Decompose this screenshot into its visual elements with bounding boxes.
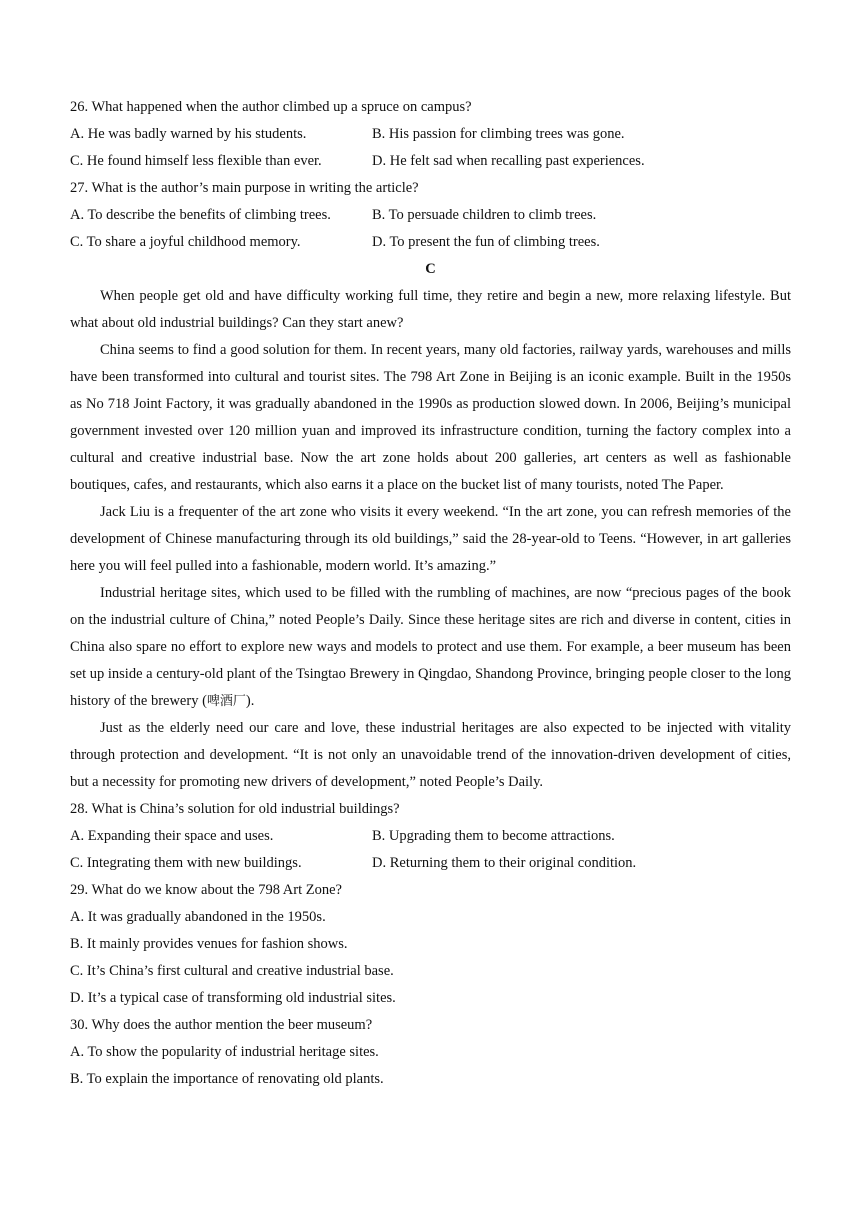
passage-paragraph-2: China seems to find a good solution for them. In recent years, many old factories, railway yards, warehouses and mills have been transformed into cultural and tourist sites. The 798 Art Zone in Beijing is an iconic example. Built in the 1950s as No 718 Joint Factory, it was gradually abandoned in the 1990s as production slowed down. In 2006, Beijing’s municipal government invested over 120 million yuan and improved its infrastructure condition, turning the factory complex into a cultural and creative industrial base. Now the art zone holds about 200 galleries, art centers as well as fashionable boutiques, cafes, and restaurants, which also earns it a place on the bucket list of many tourists, noted The Paper. — [70, 342, 791, 493]
question-29-option-b: B. It mainly provides venues for fashion shows. — [70, 936, 348, 952]
question-26-option-c: C. He found himself less flexible than ever. — [70, 153, 322, 169]
question-27-option-d: D. To present the fun of climbing trees. — [372, 234, 600, 250]
passage-paragraph-4-text: Industrial heritage sites, which used to be filled with the rumbling of machines, are now “precious pages of the book on the industrial culture of China,” noted People’s Daily. Since these heritage sites are rich and diverse in content, cities in China also spare no effort to explore new ways and models to protect and use them. For example, a beer museum has been set up inside a century-old plant of the Tsingtao Brewery in Qingdao, Shandong Province, bringing people closer to the long history of the brewery ( — [70, 585, 791, 709]
chinese-gloss-brewery: 啤酒厂 — [206, 694, 246, 709]
question-28-stem: 28. What is China’s solution for old industrial buildings? — [70, 801, 400, 817]
question-27-option-a: A. To describe the benefits of climbing trees. — [70, 207, 331, 223]
question-27-options-row-2 — [70, 229, 791, 256]
passage-paragraph-3: Jack Liu is a frequenter of the art zone who visits it every weekend. “In the art zone, you can refresh memories of the development of Chinese manufacturing through its old buildings,” said the 28-year-old to Teens. “However, in art galleries here you will feel pulled into a fashionable, modern world. It’s amazing.” — [70, 504, 791, 574]
question-27-option-c: C. To share a joyful childhood memory. — [70, 234, 301, 250]
passage-paragraph-4 — [70, 580, 791, 715]
section-c-title: C — [425, 261, 436, 277]
question-26-option-d: D. He felt sad when recalling past experiences. — [372, 153, 645, 169]
question-30-option-b: B. To explain the importance of renovating old plants. — [70, 1071, 384, 1087]
question-28-options-row-1 — [70, 823, 791, 850]
question-29-stem: 29. What do we know about the 798 Art Zone? — [70, 882, 342, 898]
question-26-stem: 26. What happened when the author climbed up a spruce on campus? — [70, 99, 472, 115]
question-27-options-row-1 — [70, 202, 791, 229]
question-27-stem: 27. What is the author’s main purpose in writing the article? — [70, 180, 419, 196]
question-27-option-b: B. To persuade children to climb trees. — [372, 207, 597, 223]
passage-paragraph-5: Just as the elderly need our care and love, these industrial heritages are also expected to be injected with vitality through protection and development. “It is not only an unavoidable trend of the innovation-driven development of cities, but a necessity for promoting new drivers of development,” noted People’s Daily. — [70, 720, 791, 790]
question-28-option-c: C. Integrating them with new buildings. — [70, 855, 302, 871]
question-30-option-a: A. To show the popularity of industrial heritage sites. — [70, 1044, 379, 1060]
question-28-option-b: B. Upgrading them to become attractions. — [372, 828, 615, 844]
exam-page — [70, 94, 791, 1093]
question-28-option-d: D. Returning them to their original condition. — [372, 855, 637, 871]
question-29-option-a: A. It was gradually abandoned in the 1950s. — [70, 909, 326, 925]
question-26-option-a: A. He was badly warned by his students. — [70, 126, 307, 142]
question-29-option-c: C. It’s China’s first cultural and creative industrial base. — [70, 963, 394, 979]
question-30-stem: 30. Why does the author mention the beer museum? — [70, 1017, 373, 1033]
question-26-options-row-2 — [70, 148, 791, 175]
question-26-options-row-1 — [70, 121, 791, 148]
passage-paragraph-4-end: ). — [245, 693, 255, 709]
question-26-option-b: B. His passion for climbing trees was gone. — [372, 126, 625, 142]
question-28-options-row-2 — [70, 850, 791, 877]
question-28-option-a: A. Expanding their space and uses. — [70, 828, 274, 844]
question-29-option-d: D. It’s a typical case of transforming old industrial sites. — [70, 990, 396, 1006]
passage-paragraph-1: When people get old and have difficulty working full time, they retire and begin a new, more relaxing lifestyle. But what about old industrial buildings? Can they start anew? — [70, 288, 791, 331]
